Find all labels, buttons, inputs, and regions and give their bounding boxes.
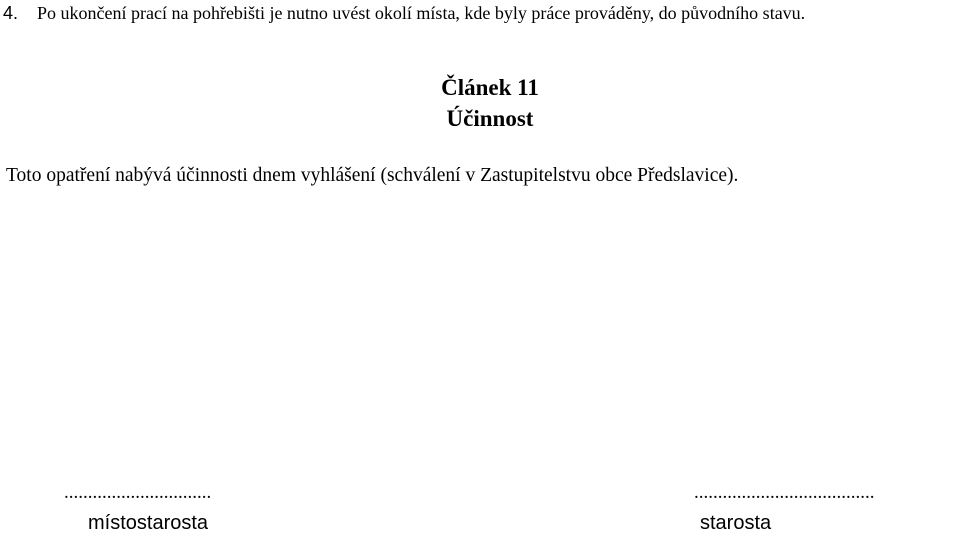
list-item-text: Po ukončení prací na pohřebišti je nutno uvést okolí místa, kde byly práce prováděny, do původního stavu.	[37, 3, 806, 23]
effectiveness-paragraph: Toto opatření nabývá účinnosti dnem vyhlášení (schválení v Zastupitelstvu obce Předslavice).	[6, 165, 739, 186]
list-item-number: 4.	[3, 3, 19, 23]
article-heading: Článek 11	[441, 75, 539, 100]
signature-line-right: ......................................	[694, 482, 875, 503]
list-item-4	[3, 2, 805, 24]
article-subheading: Účinnost	[446, 106, 534, 131]
signature-label-mayor: starosta	[700, 512, 772, 534]
signature-line-left: ...............................	[64, 482, 212, 503]
signature-label-deputy-mayor: místostarosta	[88, 512, 209, 534]
